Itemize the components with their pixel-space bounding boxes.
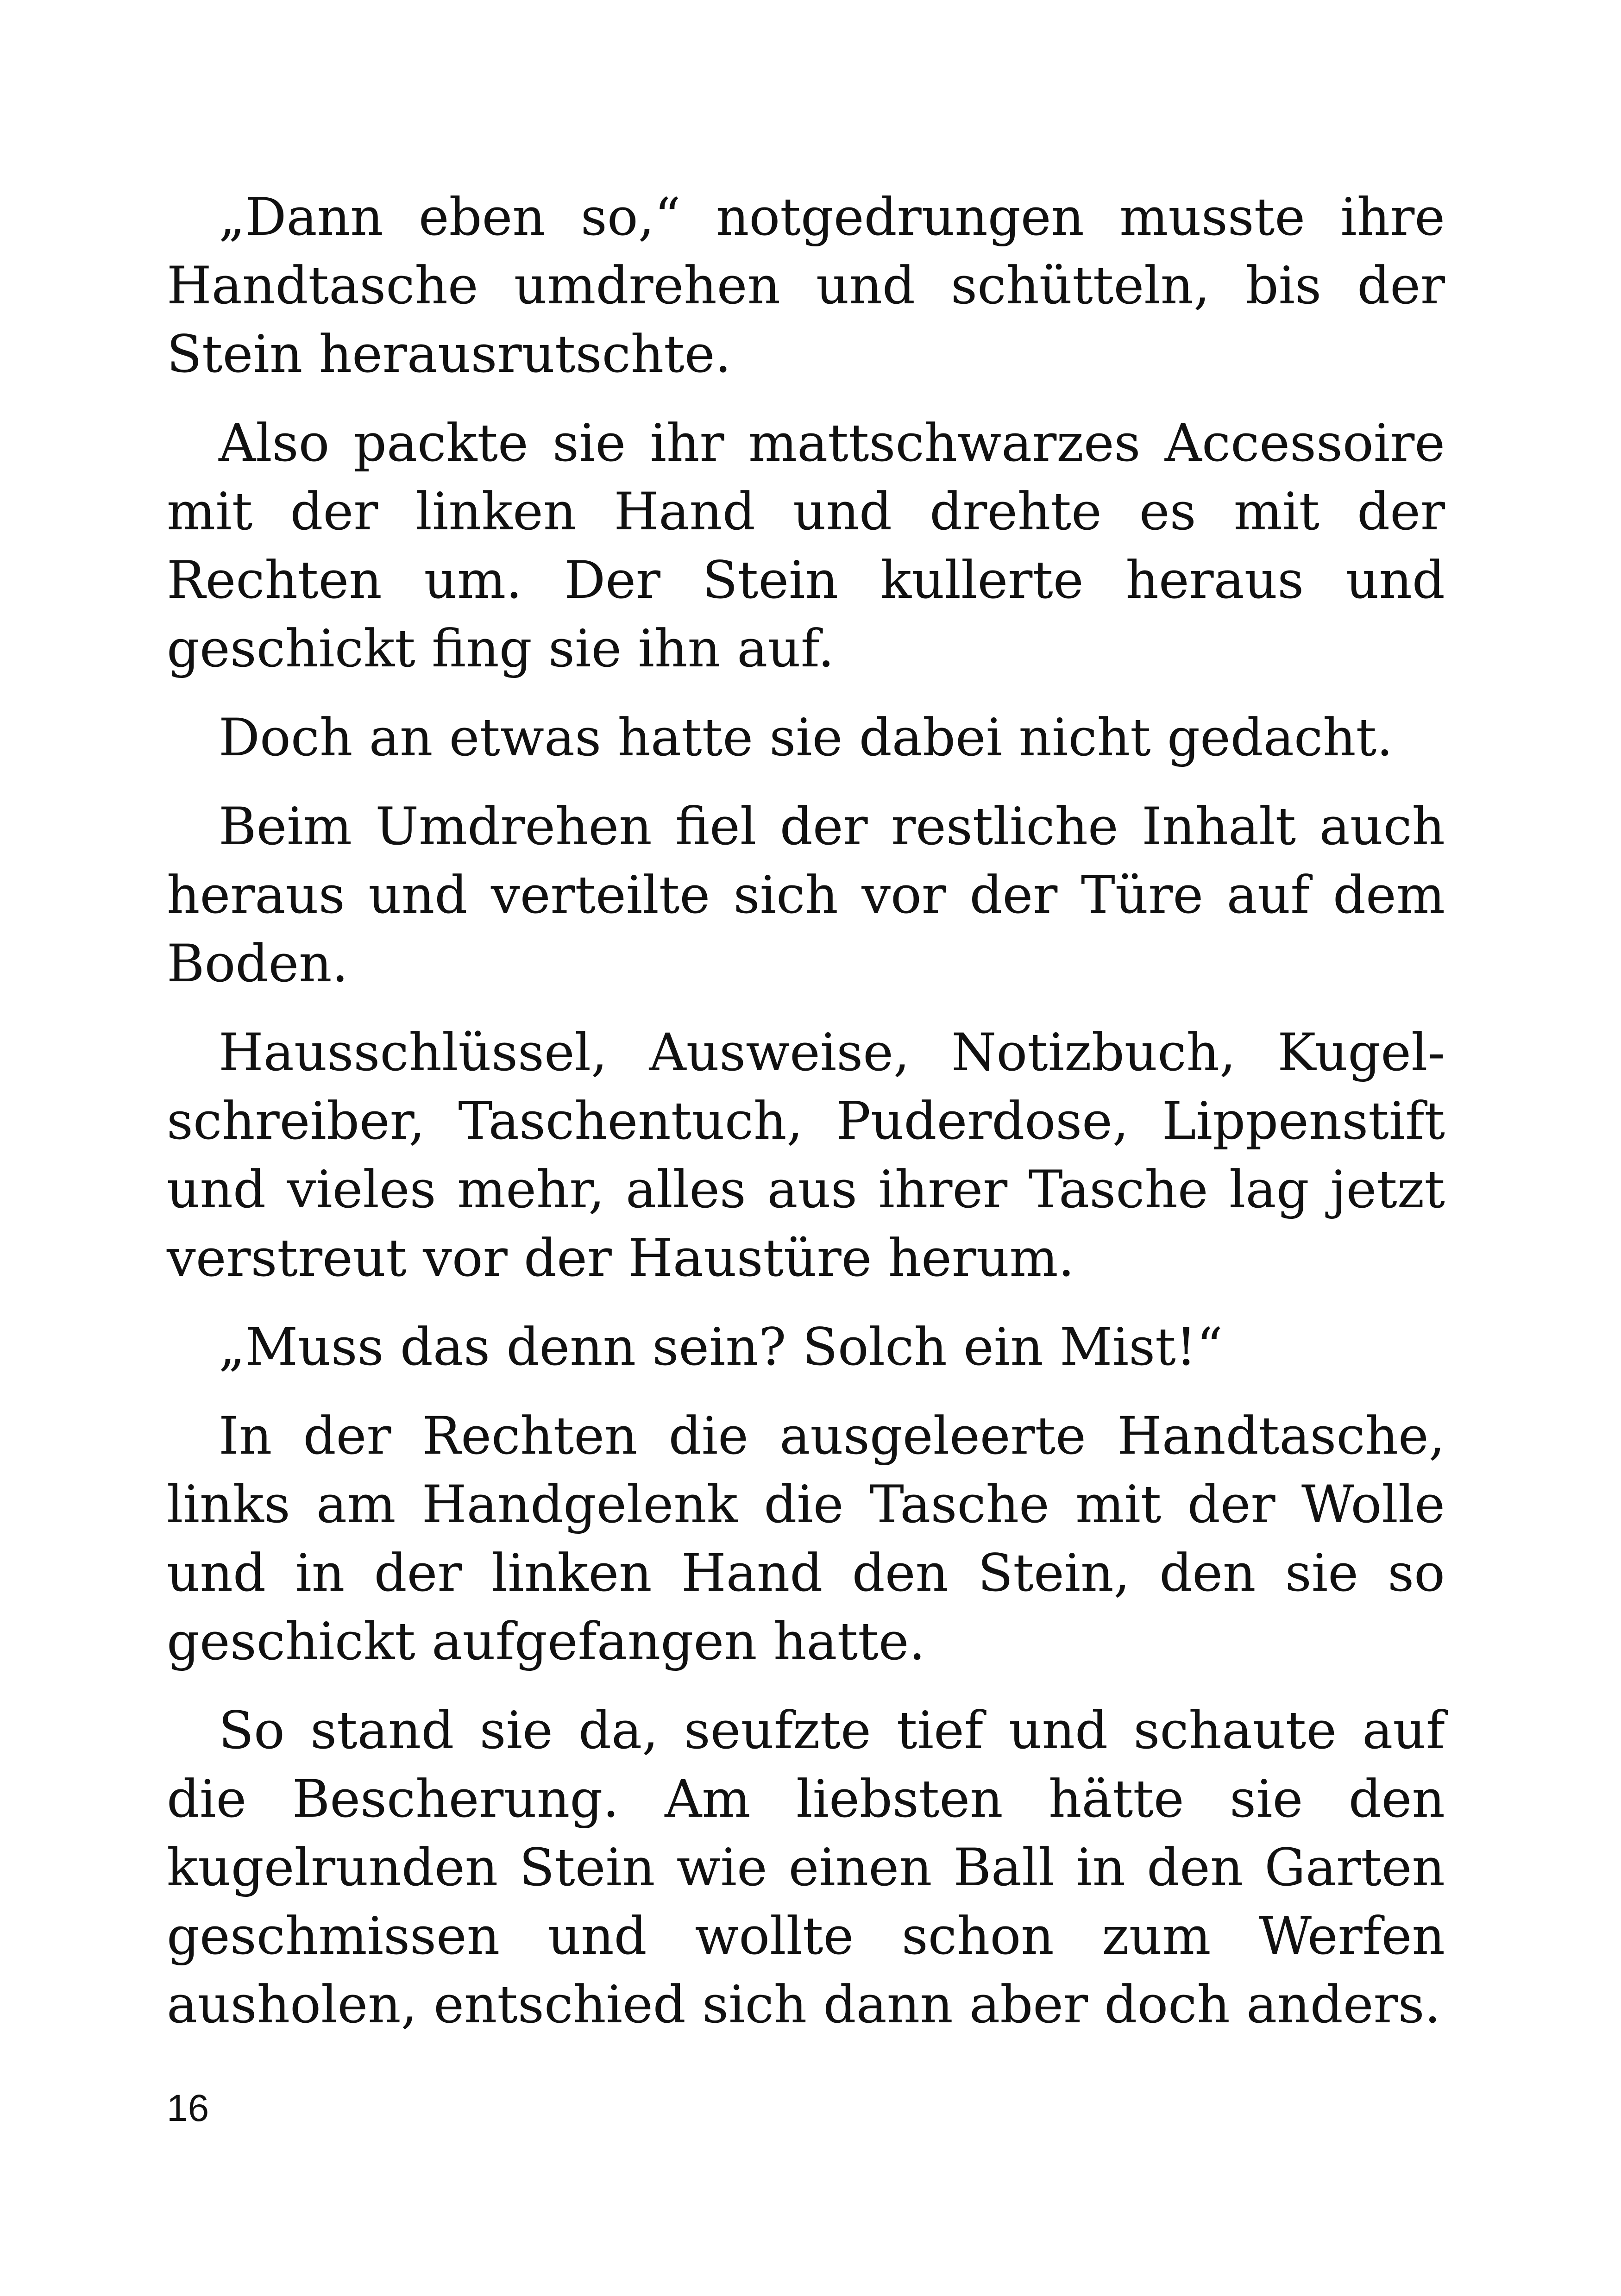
paragraph: Beim Umdrehen fiel der restliche Inhalt auch heraus und verteilte sich vor der Türe auf dem Boden.	[167, 797, 1445, 994]
paragraph: In der Rechten die ausgeleerte Handtasche, links am Handgelenk die Tasche mit der Wolle und in der linken Hand den Stein, den sie so geschickt aufgefangen hatte.	[167, 1406, 1445, 1672]
body-text	[167, 183, 1445, 2039]
paragraph: Doch an etwas hatte sie dabei nicht gedacht.	[219, 708, 1393, 768]
paragraph: Also packte sie ihr mattschwarzes Accessoire mit der linken Hand und drehte es mit der Rechten um. Der Stein kullerte heraus und geschickt fing sie ihn auf.	[167, 414, 1445, 679]
paragraph: So stand sie da, seufzte tief und schaute auf die Bescherung. Am liebsten hätte sie den kugelrunden Stein wie einen Ball in den Garten geschmissen und wollte schon zum Werfen ausholen, entschied sich dann aber doch anders.	[167, 1701, 1445, 2035]
page-number: 16	[167, 2087, 209, 2129]
paragraph: „Dann eben so,“ notgedrungen musste ihre Handtasche umdrehen und schütteln, bis der Stein herausrutschte.	[167, 188, 1445, 384]
paragraph: „Muss das denn sein? Solch ein Mist!“	[219, 1317, 1223, 1377]
paragraph: Hausschlüssel, Ausweise, Notizbuch, Kugelschreiber, Taschentuch, Puderdose, Lippenstift und vieles mehr, alles aus ihrer Tasche lag jetzt verstreut vor der Haustüre herum.	[167, 1023, 1445, 1288]
